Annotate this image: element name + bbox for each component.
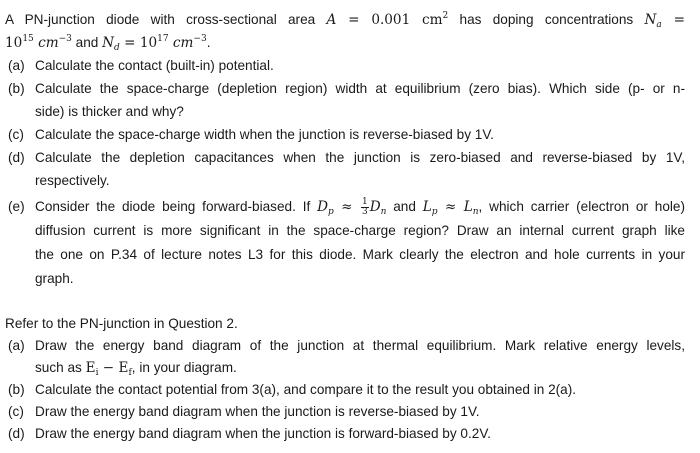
q2-e-line-2: diffusion current is more significant in the space-charge region? Draw an internal current graph like [35,223,685,238]
q3-d-text: Draw the energy band diagram when the junction is forward-biased by 0.2V. [35,426,491,441]
q2-d-label: (d) [8,150,25,165]
q3-d-label: (d) [8,426,25,441]
q3-a-label: (a) [8,338,25,353]
q2-d-line-2: respectively. [35,173,110,188]
q3-b-text: Calculate the contact potential from 3(a), and compare it to the result you obtained in 2(a). [35,382,577,397]
q2-a-label: (a) [8,58,25,73]
q2-c-label: (c) [8,127,24,142]
q3-b-label: (b) [8,382,25,397]
q2-intro-line-1: A PN-junction diode with cross-sectional area A = 0.001 $cm^2$ has doping concentrations $N_a$ = [5,11,685,30]
q2-e-line-4: graph. [35,271,74,286]
q2-c-text: Calculate the space-charge width when the junction is reverse-biased by 1V. [35,127,494,142]
q3-intro: Refer to the PN-junction in Question 2. [5,316,238,331]
q2-d-line-1: Calculate the depletion capacitances when the junction is zero-biased and reverse-biased by 1V, [35,150,685,165]
q2-a-text: Calculate the contact (built-in) potential. [35,58,274,73]
q3-c-label: (c) [8,404,24,419]
q3-a-line-1: Draw the energy band diagram of the junction at thermal equilibrium. Mark relative energy levels, [35,338,685,353]
q2-b-line-2: side) is thicker and why? [35,104,184,119]
q2-e-label: (e) [8,199,25,214]
q2-intro-line-2: $10^{15}$ $cm^{-3}$ and $N_d = 10^{17}$ $cm^{-3}$. [5,34,211,53]
q2-e-line-3: the one on P.34 of lecture notes L3 for this diode. Mark clearly the electron and hole currents in your [35,247,685,262]
q2-b-line-1: Calculate the space-charge (depletion region) width at equilibrium (zero bias). Which side (p- or n- [35,81,685,96]
q2-b-label: (b) [8,81,25,96]
q3-a-line-2: such as $E_i - E_f$, in your diagram. [35,360,237,378]
one-third-fraction: $\frac{1}{3}$ [361,197,368,217]
q2-e-line-1: Consider the diode being forward-biased. If $D_p$ ≈ $\frac{1}{3}$ $D_n$ and $L_p \approx L_n$, which carrier (electron or hole) [35,197,685,218]
q3-c-text: Draw the energy band diagram when the junction is reverse-biased by 1V. [35,404,480,419]
